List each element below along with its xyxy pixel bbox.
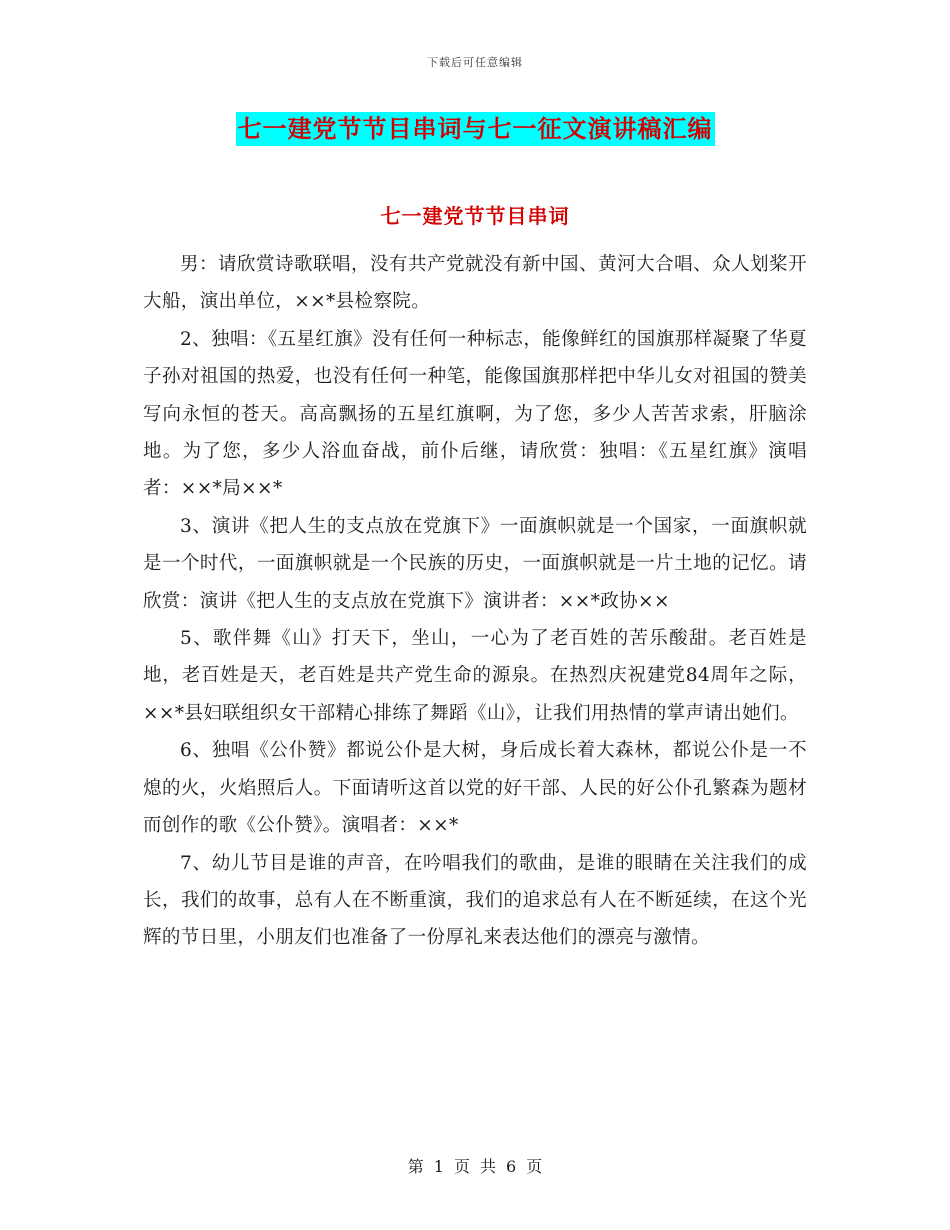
header-note: 下载后可任意编辑 [427,56,523,69]
page-footer [0,1154,950,1177]
paragraph-1: 男：请欣赏诗歌联唱，没有共产党就没有新中国、黄河大合唱、众人划桨开大船，演出单位，××*县检察院。 [143,254,807,313]
main-title: 七一建党节节目串词与七一征文演讲稿汇编 [236,112,715,146]
main-title-wrap [0,112,950,146]
paragraph-3: 3、演讲《把人生的支点放在党旗下》一面旗帜就是一个国家，一面旗帜就是一个时代，一面旗帜就是一个民族的历史，一面旗帜就是一片土地的记忆。请欣赏：演讲《把人生的支点放在党旗下》演讲者：××*政协×× [143,515,807,612]
body-text [143,246,807,957]
paragraph-2: 2、独唱：《五星红旗》没有任何一种标志，能像鲜红的国旗那样凝聚了华夏子孙对祖国的热爱，也没有任何一种笔，能像国旗那样把中华儿女对祖国的赞美写向永恒的苍天。高高飘扬的五星红旗啊，为了您，多少人苦苦求索，肝脑涂地。为了您，多少人浴血奋战，前仆后继，请欣赏：独唱：《五星红旗》演唱者：××*局××* [143,328,807,500]
footer-total-label: 共 [480,1157,497,1176]
paragraph-6: 7、幼儿节目是谁的声音，在吟唱我们的歌曲，是谁的眼睛在关注我们的成长，我们的故事，总有人在不断重演，我们的追求总有人在不断延续，在这个光辉的节日里，小朋友们也准备了一份厚礼来表达他们的漂亮与激情。 [143,852,807,949]
footer-suffix: 页 [526,1157,543,1176]
footer-page-label: 页 [453,1157,470,1176]
total-pages: 6 [506,1157,517,1176]
paragraph-4: 5、歌伴舞《山》打天下，坐山，一心为了老百姓的苦乐酸甜。老百姓是地，老百姓是天，老百姓是共产党生命的源泉。在热烈庆祝建党84周年之际，××*县妇联组织女干部精心排练了舞蹈《山》，让我们用热情的掌声请出她们。 [143,628,807,724]
footer-prefix: 第 [407,1157,424,1176]
page-number: 1 [433,1157,444,1176]
paragraph-5: 6、独唱《公仆赞》都说公仆是大树，身后成长着大森林，都说公仆是一不熄的火，火焰照后人。下面请听这首以党的好干部、人民的好公仆孔繁森为题材而创作的歌《公仆赞》。演唱者：××* [143,740,807,837]
section-title: 七一建党节节目串词 [380,204,570,228]
